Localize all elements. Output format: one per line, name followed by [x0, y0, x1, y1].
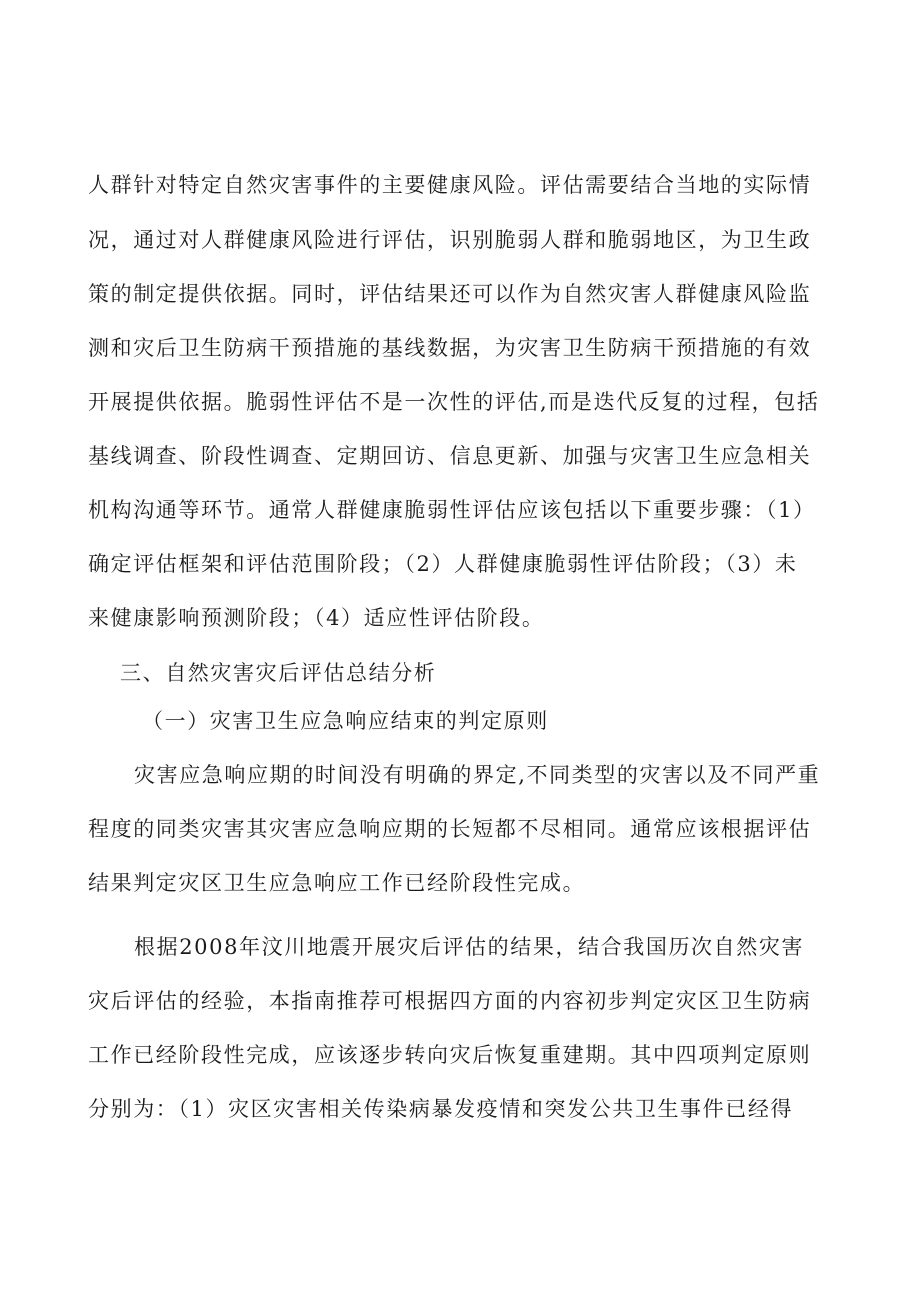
paragraph-1-line: 人群针对特定自然灾害事件的主要健康风险。评估需要结合当地的实际情 — [88, 173, 812, 197]
paragraph-1-line: 基线调查、阶段性调查、定期回访、信息更新、加强与灾害卫生应急相关 — [88, 444, 812, 468]
subsection-heading: （一）灾害卫生应急响应结束的判定原则 — [142, 709, 549, 733]
paragraph-1-line: 况，通过对人群健康风险进行评估，识别脆弱人群和脆弱地区，为卫生政 — [88, 228, 812, 252]
paragraph-3-line: 灾后评估的经验，本指南推荐可根据四方面的内容初步判定灾区卫生防病 — [88, 989, 812, 1013]
paragraph-3-line: 分别为：（1）灾区灾害相关传染病暴发疫情和突发公共卫生事件已经得 — [88, 1097, 794, 1121]
paragraph-1-line: 机构沟通等环节。通常人群健康脆弱性评估应该包括以下重要步骤：（1） — [88, 498, 816, 522]
paragraph-2-line: 程度的同类灾害其灾害应急响应期的长短都不尽相同。通常应该根据评估 — [88, 817, 812, 841]
paragraph-1-line: 测和灾后卫生防病干预措施的基线数据，为灾害卫生防病干预措施的有效 — [88, 336, 812, 360]
paragraph-1-line: 开展提供依据。脆弱性评估不是一次性的评估,而是迭代反复的过程，包括 — [88, 390, 820, 414]
paragraph-3-line: 根据2008年汶川地震开展灾后评估的结果，结合我国历次自然灾害 — [134, 935, 805, 959]
section-heading: 三、自然灾害灾后评估总结分析 — [120, 661, 437, 685]
paragraph-2-line: 灾害应急响应期的时间没有明确的界定,不同类型的灾害以及不同严重 — [134, 763, 821, 787]
paragraph-3-line: 工作已经阶段性完成，应该逐步转向灾后恢复重建期。其中四项判定原则 — [88, 1043, 812, 1067]
paragraph-1-line: 来健康影响预测阶段；（4）适应性评估阶段。 — [88, 606, 545, 630]
paragraph-1-line: 策的制定提供依据。同时，评估结果还可以作为自然灾害人群健康风险监 — [88, 282, 812, 306]
paragraph-2-line: 结果判定灾区卫生应急响应工作已经阶段性完成。 — [88, 871, 586, 895]
paragraph-1-line: 确定评估框架和评估范围阶段；（2）人群健康脆弱性评估阶段；（3）未 — [88, 552, 798, 576]
